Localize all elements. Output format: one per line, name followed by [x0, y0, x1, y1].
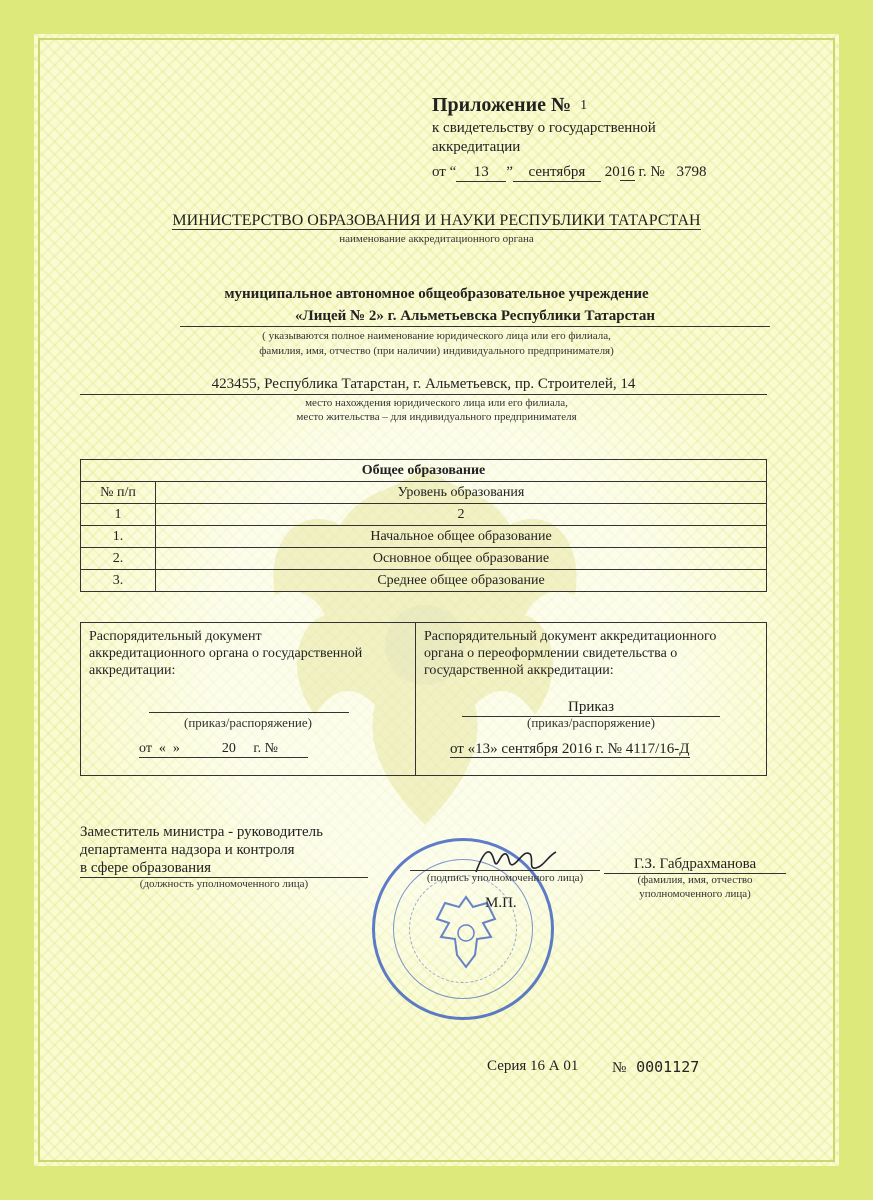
signature-line [410, 870, 600, 871]
institution-line2: «Лицей № 2» г. Альметьевска Республики Татарстан [180, 308, 770, 327]
table-row [81, 548, 767, 570]
position-caption: (должность уполномоченного лица) [139, 878, 309, 890]
date-month: сентября [513, 164, 601, 182]
table-index-row [81, 504, 767, 526]
appendix-title: Приложение № 1 [432, 94, 588, 116]
index-cell: 1 [81, 504, 156, 526]
reissue-doc-column [416, 623, 766, 775]
right-doc-text: государственной аккредитации: [424, 663, 614, 678]
institution-line1: муниципальное автономное общеобразовательное учреждение [224, 286, 649, 302]
date-year: 16 [619, 164, 635, 180]
left-doc-date: от « » 20 г. № [139, 741, 308, 758]
institution-caption2: фамилия, имя, отчество (при наличии) индивидуального предпринимателя) [259, 345, 614, 357]
signature-caption: (подпись уполномоченного лица) [426, 872, 584, 884]
education-levels-table [80, 459, 767, 592]
row-level: Основное общее образование [156, 548, 767, 570]
appendix-line1: к свидетельству о государственной [432, 120, 656, 136]
doc-type-blank-line [149, 712, 349, 713]
official-name: Г.З. Габдрахманова [604, 856, 786, 874]
table-header-row [81, 482, 767, 504]
header-level: Уровень образования [156, 482, 767, 504]
right-doc-date: от «13» сентября 2016 г. № 4117/16-Д [450, 741, 690, 757]
row-number: 1. [81, 526, 156, 548]
name-caption2: уполномоченного лица) [639, 888, 751, 900]
right-doc-caption: (приказ/распоряжение) [527, 715, 655, 730]
organ-caption: наименование аккредитационного органа [339, 233, 534, 245]
index-cell: 2 [156, 504, 767, 526]
appendix-line2: аккредитации [432, 139, 521, 155]
table-row [81, 570, 767, 592]
header-number: № п/п [81, 482, 156, 504]
right-doc-text: органа о переоформлении свидетельства о [424, 646, 678, 661]
administrative-documents-box [80, 622, 767, 776]
appendix-date: от “ 13 ” сентября 2016 г. № 3798 [432, 164, 707, 180]
left-doc-text: Распорядительный документ [89, 629, 262, 644]
left-doc-text: аккредитационного органа о государственной [89, 646, 363, 661]
series-number: № 0001127 [612, 1058, 700, 1076]
seal-label: М.П. [485, 895, 517, 911]
series-label: Серия 16 А 01 [487, 1058, 579, 1074]
date-day: 13 [456, 164, 506, 182]
address-caption1: место нахождения юридического лица или его филиала, [305, 397, 568, 409]
accreditation-doc-column [81, 623, 416, 775]
table-row [81, 526, 767, 548]
position-line2: департамента надзора и контроля [80, 842, 295, 858]
row-level: Начальное общее образование [156, 526, 767, 548]
row-level: Среднее общее образование [156, 570, 767, 592]
table-title: Общее образование [81, 460, 767, 482]
appendix-number: 1 [580, 98, 588, 114]
row-number: 3. [81, 570, 156, 592]
table-title-row [81, 460, 767, 482]
organ-name: МИНИСТЕРСТВО ОБРАЗОВАНИЯ И НАУКИ РЕСПУБЛИКИ ТАТАРСТАН [172, 212, 701, 229]
position-line3: в сфере образования [80, 860, 368, 878]
right-doc-text: Распорядительный документ аккредитационного [424, 629, 717, 644]
name-caption1: (фамилия, имя, отчество [637, 874, 753, 886]
position-line1: Заместитель министра - руководитель [80, 824, 323, 840]
right-doc-type: Приказ [462, 699, 720, 717]
address-caption2: место жительства – для индивидуального предпринимателя [296, 411, 577, 423]
row-number: 2. [81, 548, 156, 570]
left-doc-caption: (приказ/распоряжение) [184, 715, 312, 730]
institution-caption1: ( указываются полное наименование юридического лица или его филиала, [262, 330, 611, 342]
cert-number: 3798 [676, 164, 707, 180]
left-doc-text: аккредитации: [89, 663, 176, 678]
address-value: 423455, Республика Татарстан, г. Альметьевск, пр. Строителей, 14 [80, 376, 767, 395]
